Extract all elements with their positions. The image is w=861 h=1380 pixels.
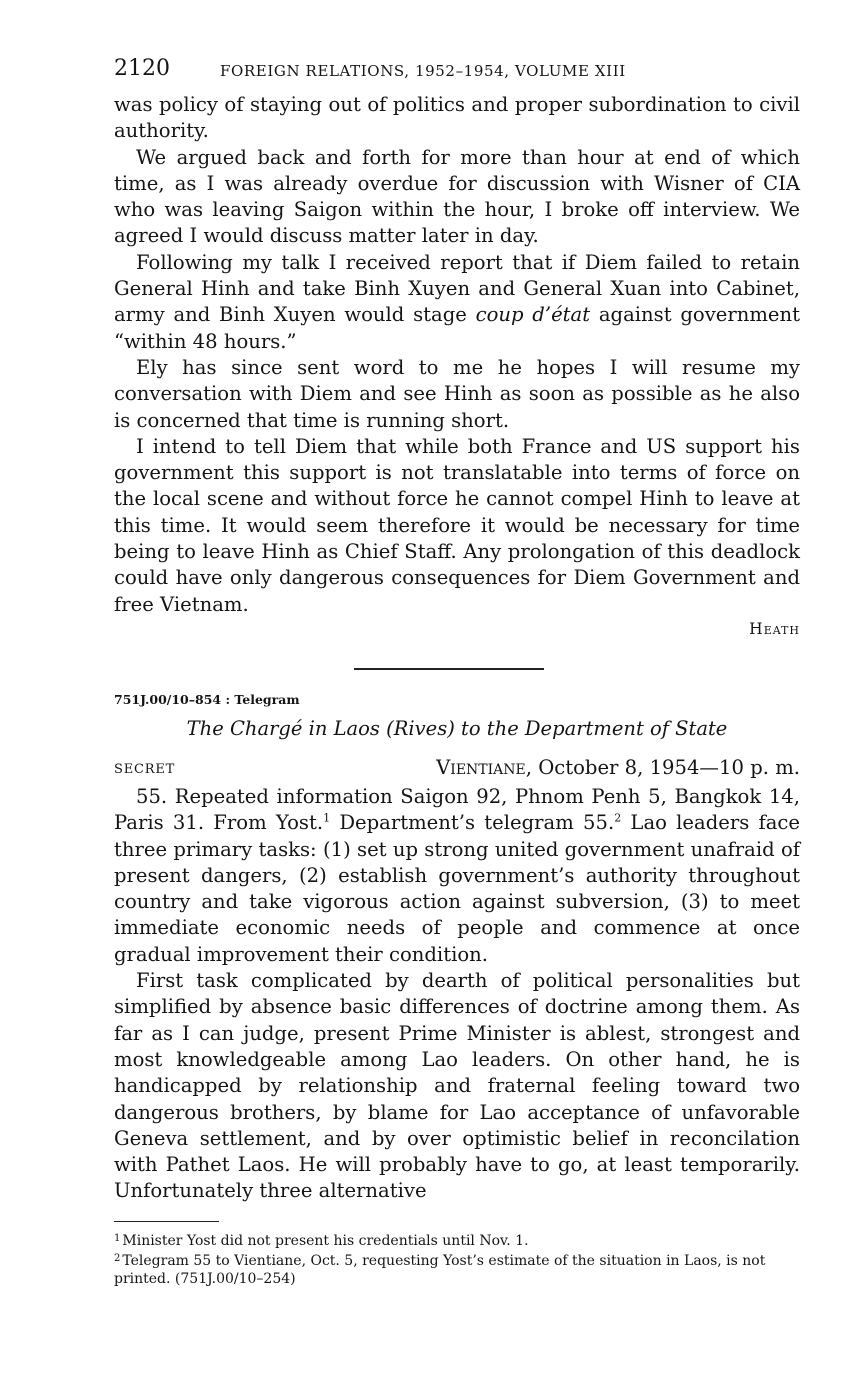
file-number: 751J.00/10–854 : Telegram (114, 691, 300, 707)
section-divider (354, 668, 544, 670)
document-title: The Chargé in Laos (Rives) to the Department of State (186, 716, 728, 740)
footnote-text: Telegram 55 to Vientiane, Oct. 5, requesting Yost’s estimate of the situation in Laos, is not printed. (751J.00/10–254) (114, 1253, 766, 1287)
document-page (114, 56, 800, 1288)
paragraph-coup (114, 250, 800, 355)
footnote-divider (114, 1221, 219, 1222)
text-run: against government “within 48 hours.” (114, 303, 801, 353)
text-run: Lao leaders face three primary tasks: (1) set up strong united government unafraid of present dangers, (2) establish government’s authority throughout country and take vigorous action against subversion, (3) to meet immediate economic needs of people and commence at once gradual improvement their condition. (114, 811, 800, 966)
page-number: 2120 (114, 56, 170, 81)
classification: SECRET (114, 761, 176, 777)
running-head: FOREIGN RELATIONS, 1952–1954, VOLUME XIII (220, 62, 626, 80)
paragraph (114, 784, 800, 968)
text-run: Department’s telegram 55. (330, 811, 615, 835)
footnote-ref: 2 (614, 811, 622, 825)
continued-telegram (114, 92, 800, 618)
italic-phrase: coup d’état (475, 303, 591, 327)
signature-name: Heath (749, 619, 800, 638)
footnote-ref: 1 (323, 811, 331, 825)
footnote (114, 1230, 800, 1251)
date-place (436, 756, 800, 779)
text-run: 55. Repeated information Saigon 92, Phnom Penh 5, Bangkok 14, Paris 31. From Yost. (114, 784, 800, 835)
footnote (114, 1250, 800, 1288)
footnote-mark: 2 (114, 1253, 121, 1265)
footnote-text: Minister Yost did not present his credentials until Nov. 1. (122, 1232, 529, 1249)
dateline (114, 756, 800, 784)
signature (114, 620, 800, 644)
date: , October 8, 1954—10 p. m. (525, 755, 800, 779)
footnotes (114, 1230, 800, 1289)
paragraph: was policy of staying out of politics and proper subordination to civil authority. (114, 93, 800, 143)
place: Vientiane (436, 755, 526, 779)
paragraph: I intend to tell Diem that while both France and US support his government this support is not translatable into terms of force on the local scene and without force he cannot compel Hinh to leave at this time. It would seem therefore it would be necessary for time being to leave Hinh as Chief Staff. Any prolongation of this deadlock could have only dangerous consequences for Diem Government and free Vietnam. (114, 434, 800, 616)
telegram-body (114, 784, 800, 1205)
text-run: Following my talk I received report that if Diem failed to retain General Hinh and take Binh Xuyen and General Xuan into Cabinet, army and Binh Xuyen would stage (114, 250, 800, 327)
footnote-mark: 1 (114, 1232, 121, 1244)
page-header (114, 56, 800, 92)
paragraph: Ely has since sent word to me he hopes I will resume my conversation with Diem and see Hinh as soon as possible as he also is concerned that time is running short. (114, 355, 800, 432)
paragraph: We argued back and forth for more than hour at end of which time, as I was already overdue for discussion with Wisner of CIA who was leaving Saigon within the hour, I broke off interview. We agreed I would discuss matter later in day. (114, 145, 800, 248)
paragraph: First task complicated by dearth of political personalities but simplified by absence basic differences of doctrine among them. As far as I can judge, present Prime Minister is ablest, strongest and most knowledgeable among Lao leaders. On other hand, he is handicapped by relationship and fraternal feeling toward two dangerous brothers, by blame for Lao acceptance of unfavorable Geneva settlement, and by over optimistic belief in reconcilation with Pathet Laos. He will probably have to go, at least temporarily. Unfortunately three alternative (114, 969, 800, 1203)
